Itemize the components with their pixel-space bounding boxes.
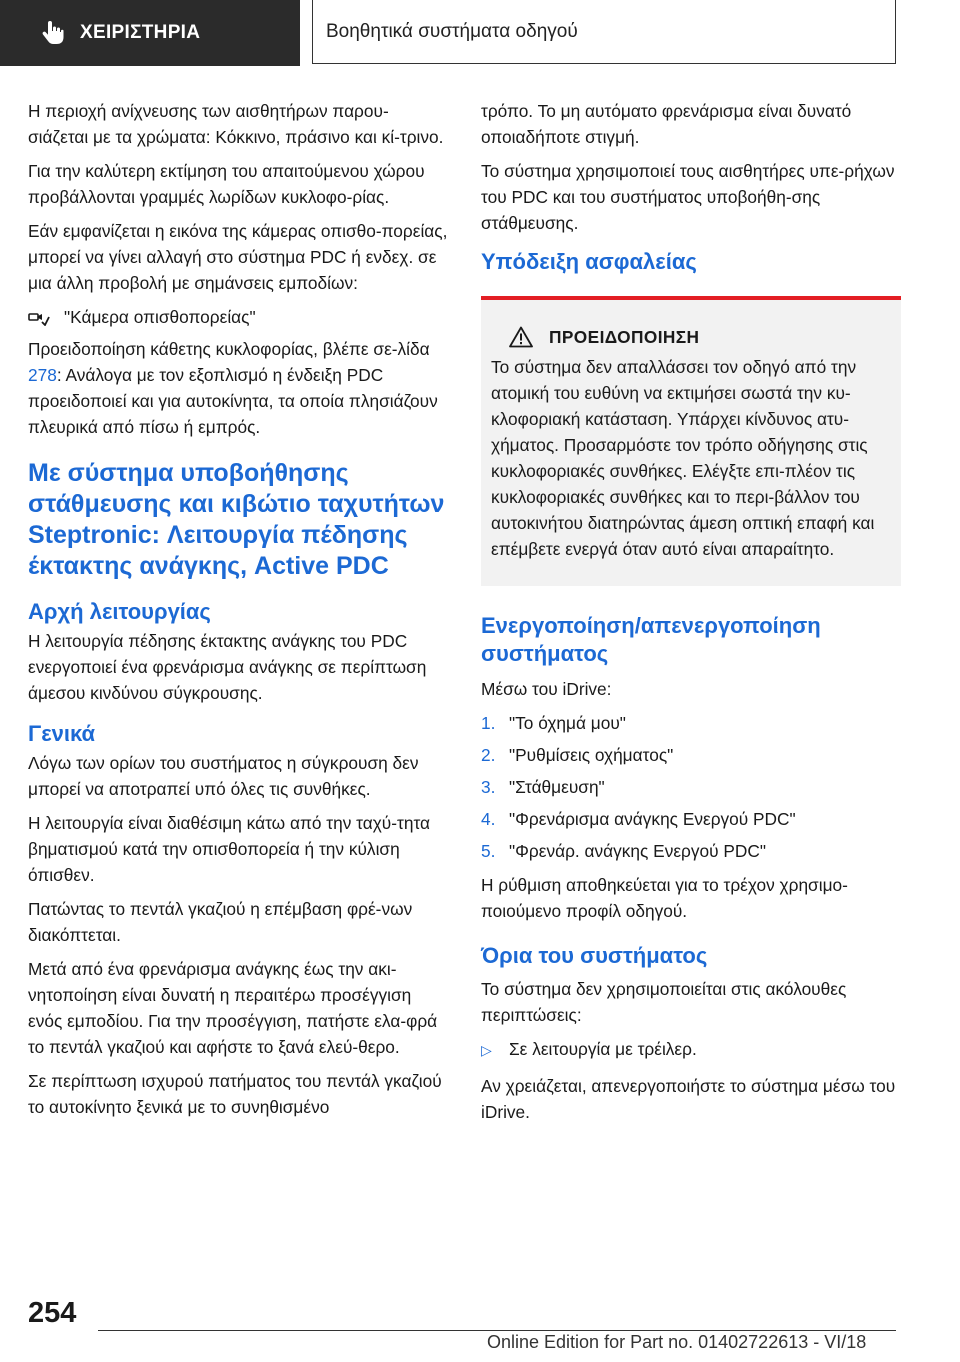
paragraph: Το σύστημα δεν χρησιμοποιείται στις ακόλουθες περιπτώσεις:: [481, 979, 847, 1025]
paragraph: Η ρύθμιση αποθηκεύεται για το τρέχον χρησιμο‐ποιούμενο προφίλ οδηγού.: [481, 875, 848, 921]
subsection-heading-limits: Όρια του συστήματος: [481, 943, 708, 968]
rear-camera-icon: [28, 308, 50, 326]
warning-title: [491, 324, 887, 350]
paragraph: Προειδοποίηση κάθετης κυκλοφορίας, βλέπε σε‐λίδα 278: Ανάλογα με τον εξοπλισμό η ένδειξη PDC προειδοποιεί και για αυτοκίνητα, τα οποία πλησιάζουν πλευρικά από πίσω ή εμπρός.: [28, 339, 438, 437]
paragraph: Μετά από ένα φρενάρισμα ανάγκης έως την ακι‐νητοποίηση είναι δυνατή η περαιτέρω προσέγγιση ενός εμποδίου. Για την προσέγγιση, πατήστε ελα‐φρά το πεντάλ γκαζιού και αφήστε το ξανά ελεύ‐θερο.: [28, 959, 438, 1057]
footer-edition: Online Edition for Part no. 01402722613 - VI/18: [487, 1332, 867, 1352]
warning-triangle-icon: [509, 326, 533, 348]
subsection-heading-general: Γενικά: [28, 721, 96, 746]
camera-option-label: "Κάμερα οπισθοπορείας": [64, 307, 256, 327]
subsection-heading-principle: Αρχή λειτουργίας: [28, 599, 211, 624]
paragraph: Πατώντας το πεντάλ γκαζιού η επέμβαση φρέ‐νων διακόπτεται.: [28, 899, 413, 945]
paragraph: Η λειτουργία πέδησης έκτακτης ανάγκης του PDC ενεργοποιεί ένα φρενάρισμα ανάγκης σε περίπτωση άμεσου κινδύνου σύγκρουσης.: [28, 631, 427, 703]
subsection-heading-activation: Ενεργοποίηση/απενεργοποίηση συστήματος: [481, 613, 821, 666]
list-item: 4. "Φρενάρισμα ανάγκης Ενεργού PDC": [481, 809, 796, 829]
page-reference-link[interactable]: 278: [28, 365, 57, 385]
section-label: ΧΕΙΡΙΣΤΗΡΙΑ: [80, 22, 201, 43]
paragraph: Σε περίπτωση ισχυρού πατήματος του πεντάλ γκαζιού το αυτοκίνητο ξενικά με το συνηθισμένο: [28, 1071, 442, 1117]
left-column: [28, 98, 448, 1128]
paragraph: Το σύστημα χρησιμοποιεί τους αισθητήρες υπε‐ρήχων του PDC και του συστήματος υποβοήθη‐σης στάθμευσης.: [481, 161, 895, 233]
paragraph: Για την καλύτερη εκτίμηση του απαιτούμενου χώρου προβάλλονται γραμμές λωρίδων κυκλοφο‐ρίας.: [28, 161, 425, 207]
footer-divider: [98, 1330, 896, 1331]
paragraph: Μέσω του iDrive:: [481, 679, 612, 699]
paragraph: Λόγω των ορίων του συστήματος η σύγκρουση δεν μπορεί να αποτραπεί υπό όλες τις συνθήκες.: [28, 753, 419, 799]
steps-list: [481, 710, 897, 864]
bullet-item: ▷ Σε λειτουργία με τρέιλερ.: [481, 1036, 897, 1063]
bullet-triangle-icon: ▷: [481, 1042, 492, 1058]
paragraph: Αν χρειάζεται, απενεργοποιήστε το σύστημα μέσω του iDrive.: [481, 1076, 896, 1122]
camera-option: [28, 304, 448, 330]
warning-title-text: ΠΡΟΕΙΔΟΠΟΙΗΣΗ: [549, 327, 700, 347]
chapter-title: Βοηθητικά συστήματα οδηγού: [312, 0, 896, 64]
list-item: 5. "Φρενάρ. ανάγκης Ενεργού PDC": [481, 841, 766, 861]
list-item: 1. "Το όχημά μου": [481, 713, 626, 733]
subsection-heading-safety: Υπόδειξη ασφαλείας: [481, 249, 697, 274]
paragraph: Η περιοχή ανίχνευσης των αισθητήρων παρου‐σιάζεται με τα χρώματα: Κόκκινο, πράσινο και κί‐τρινο.: [28, 101, 444, 147]
right-column: [481, 98, 897, 1133]
paragraph: τρόπο. Το μη αυτόματο φρενάρισμα είναι δυνατό οποιαδήποτε στιγμή.: [481, 101, 852, 147]
section-heading: Με σύστημα υποβοήθησης στάθμευσης και κιβώτιο ταχυτήτων Steptronic: Λειτουργία πέδησης έκτακτης ανάγκης, Active PDC: [28, 459, 445, 580]
hand-pointer-icon: [40, 20, 66, 46]
list-item: 3. "Στάθμευση": [481, 777, 605, 797]
paragraph: Η λειτουργία είναι διαθέσιμη κάτω από την ταχύ‐τητα βηματισμού κατά την οπισθοπορεία ή την κύλιση όπισθεν.: [28, 813, 431, 885]
section-tab: [0, 0, 300, 66]
page-header: [0, 0, 960, 66]
paragraph: Εάν εμφανίζεται η εικόνα της κάμερας οπισθο‐πορείας, μπορεί να γίνει αλλαγή στο σύστημα PDC ή ενδεχ. σε μια άλλη προβολή με σημάνσεις εμποδίων:: [28, 221, 448, 293]
warning-box: [481, 296, 901, 586]
page-number: 254: [28, 1297, 77, 1329]
warning-body: Το σύστημα δεν απαλλάσσει τον οδηγό από την ατομική του ευθύνη να εκτιμήσει σωστά την κυ‐κλοφοριακή κατάσταση. Υπάρχει κίνδυνος ατυ‐χήματος. Προσαρμόστε τον τρόπο οδήγησης στις κυκλοφοριακές συνθήκες. Ελέγξτε επι‐πλέον τις κυκλοφοριακές συνθήκες και το περι‐βάλλον του αυτοκινήτου διατηρώντας άμεση οπτική επαφή και επέμβετε ενεργά όταν αυτό είναι απαραίτητο.: [491, 357, 875, 559]
list-item: 2. "Ρυθμίσεις οχήματος": [481, 745, 674, 765]
